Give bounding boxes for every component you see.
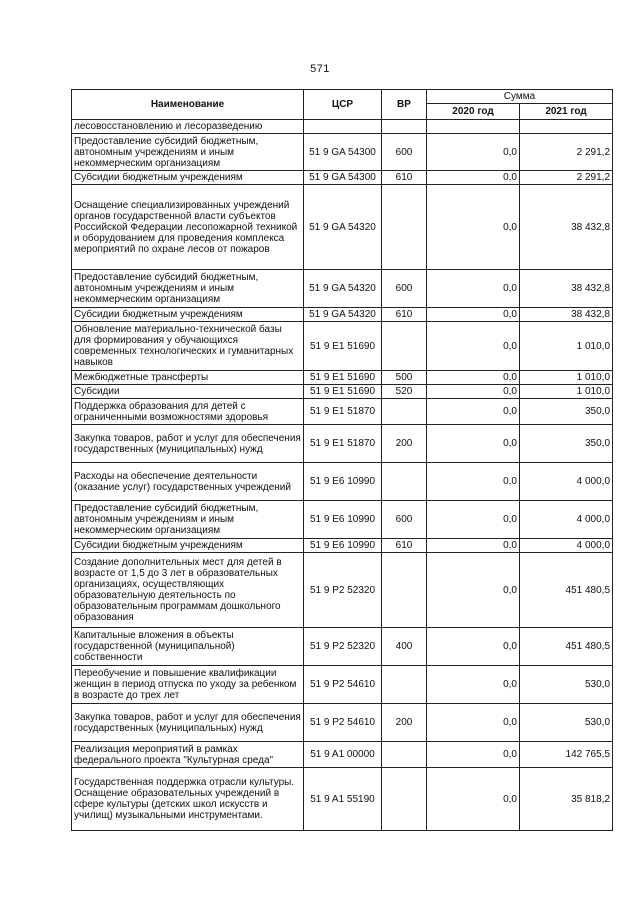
header-name: Наименование xyxy=(72,90,304,120)
row-2020-amount: 0,0 xyxy=(427,704,520,742)
row-csr: 51 9 E6 10990 xyxy=(304,463,382,501)
row-2021-amount: 142 765,5 xyxy=(520,742,613,768)
row-2020-amount: 0,0 xyxy=(427,539,520,553)
row-vr xyxy=(382,553,427,628)
table-row xyxy=(72,425,613,463)
table-row xyxy=(72,742,613,768)
row-2021-amount: 350,0 xyxy=(520,425,613,463)
row-2021-amount: 35 818,2 xyxy=(520,768,613,831)
table-row xyxy=(72,185,613,270)
table-row xyxy=(72,270,613,308)
page-number: 571 xyxy=(310,63,330,75)
row-name: Капитальные вложения в объекты государственной (муниципальной) собственности xyxy=(72,628,304,666)
table-row xyxy=(72,768,613,831)
row-vr: 610 xyxy=(382,171,427,185)
row-name: Межбюджетные трансферты xyxy=(72,371,304,385)
row-name: Субсидии бюджетным учреждениям xyxy=(72,308,304,322)
row-csr: 51 9 P2 52320 xyxy=(304,553,382,628)
row-2020-amount: 0,0 xyxy=(427,553,520,628)
table-row xyxy=(72,385,613,399)
row-csr: 51 9 E1 51690 xyxy=(304,385,382,399)
row-2021-amount: 1 010,0 xyxy=(520,385,613,399)
row-vr xyxy=(382,322,427,371)
header-vr: ВР xyxy=(382,90,427,120)
row-2020-amount xyxy=(427,120,520,134)
table-row xyxy=(72,399,613,425)
row-name: Субсидии xyxy=(72,385,304,399)
table-row xyxy=(72,371,613,385)
table-row xyxy=(72,171,613,185)
row-csr: 51 9 A1 55190 xyxy=(304,768,382,831)
row-2021-amount xyxy=(520,120,613,134)
row-name: Переобучение и повышение квалификации женщин в период отпуска по уходу за ребенком в возрасте до трех лет xyxy=(72,666,304,704)
table-row xyxy=(72,134,613,171)
row-name: Закупка товаров, работ и услуг для обеспечения государственных (муниципальных) нужд xyxy=(72,704,304,742)
row-2020-amount: 0,0 xyxy=(427,768,520,831)
row-vr: 610 xyxy=(382,539,427,553)
row-csr: 51 9 GA 54320 xyxy=(304,185,382,270)
row-name: Оснащение специализированных учреждений органов государственной власти субъектов Российской Федерации лесопожарной техникой и оборудованием для проведения комплекса мероприятий по охране лесов от пожаров xyxy=(72,185,304,270)
row-2021-amount: 350,0 xyxy=(520,399,613,425)
row-name: Поддержка образования для детей с ограниченными возможностями здоровья xyxy=(72,399,304,425)
row-name: Субсидии бюджетным учреждениям xyxy=(72,171,304,185)
header-csr: ЦСР xyxy=(304,90,382,120)
row-2020-amount: 0,0 xyxy=(427,185,520,270)
row-name: Обновление материально-технической базы для формирования у обучающихся современных технологических и гуманитарных навыков xyxy=(72,322,304,371)
row-2020-amount: 0,0 xyxy=(427,501,520,539)
row-2020-amount: 0,0 xyxy=(427,742,520,768)
row-2020-amount: 0,0 xyxy=(427,171,520,185)
row-csr: 51 9 GA 54320 xyxy=(304,270,382,308)
row-2021-amount: 2 291,2 xyxy=(520,171,613,185)
row-csr: 51 9 GA 54300 xyxy=(304,134,382,171)
row-2020-amount: 0,0 xyxy=(427,463,520,501)
row-name: Расходы на обеспечение деятельности (оказание услуг) государственных учреждений xyxy=(72,463,304,501)
table-row xyxy=(72,539,613,553)
header-sum: Сумма xyxy=(427,90,613,104)
row-2020-amount: 0,0 xyxy=(427,666,520,704)
row-vr xyxy=(382,399,427,425)
row-2021-amount: 530,0 xyxy=(520,666,613,704)
row-2021-amount: 4 000,0 xyxy=(520,501,613,539)
row-csr: 51 9 E1 51870 xyxy=(304,399,382,425)
row-csr: 51 9 GA 54300 xyxy=(304,171,382,185)
row-vr: 200 xyxy=(382,704,427,742)
row-2020-amount: 0,0 xyxy=(427,628,520,666)
row-csr: 51 9 E6 10990 xyxy=(304,501,382,539)
row-vr: 200 xyxy=(382,425,427,463)
row-csr: 51 9 GA 54320 xyxy=(304,308,382,322)
row-2021-amount: 1 010,0 xyxy=(520,371,613,385)
row-csr: 51 9 P2 54610 xyxy=(304,666,382,704)
header-year-2021: 2021 год xyxy=(520,104,613,120)
row-vr: 610 xyxy=(382,308,427,322)
row-name: Предоставление субсидий бюджетным, автономным учреждениям и иным некоммерческим организациям xyxy=(72,501,304,539)
row-csr: 51 9 P2 52320 xyxy=(304,628,382,666)
row-2020-amount: 0,0 xyxy=(427,308,520,322)
row-csr: 51 9 E1 51690 xyxy=(304,371,382,385)
row-name: Реализация мероприятий в рамках федерального проекта "Культурная среда" xyxy=(72,742,304,768)
row-2021-amount: 4 000,0 xyxy=(520,463,613,501)
row-2021-amount: 451 480,5 xyxy=(520,553,613,628)
row-2020-amount: 0,0 xyxy=(427,322,520,371)
table-row xyxy=(72,322,613,371)
row-2021-amount: 1 010,0 xyxy=(520,322,613,371)
row-2021-amount: 38 432,8 xyxy=(520,270,613,308)
row-vr: 600 xyxy=(382,134,427,171)
table-row xyxy=(72,308,613,322)
row-csr: 51 9 P2 54610 xyxy=(304,704,382,742)
row-name: Закупка товаров, работ и услуг для обеспечения государственных (муниципальных) нужд xyxy=(72,425,304,463)
row-2020-amount: 0,0 xyxy=(427,385,520,399)
row-2020-amount: 0,0 xyxy=(427,371,520,385)
row-2020-amount: 0,0 xyxy=(427,399,520,425)
row-2021-amount: 530,0 xyxy=(520,704,613,742)
row-vr: 600 xyxy=(382,270,427,308)
row-2021-amount: 38 432,8 xyxy=(520,185,613,270)
row-vr xyxy=(382,666,427,704)
row-2021-amount: 38 432,8 xyxy=(520,308,613,322)
table-row xyxy=(72,553,613,628)
row-name: Предоставление субсидий бюджетным, автономным учреждениям и иным некоммерческим организациям xyxy=(72,270,304,308)
table-row xyxy=(72,501,613,539)
row-vr xyxy=(382,185,427,270)
row-name: Государственная поддержка отрасли культуры. Оснащение образовательных учреждений в сфере культуры (детских школ искусств и училищ) музыкальными инструментами. xyxy=(72,768,304,831)
row-csr: 51 9 E1 51690 xyxy=(304,322,382,371)
row-vr xyxy=(382,120,427,134)
row-name: Создание дополнительных мест для детей в возрасте от 1,5 до 3 лет в образовательных организациях, осуществляющих образовательную деятельность по образовательным программам дошкольного образования xyxy=(72,553,304,628)
header-year-2020: 2020 год xyxy=(427,104,520,120)
row-2021-amount: 4 000,0 xyxy=(520,539,613,553)
row-csr xyxy=(304,120,382,134)
table-row xyxy=(72,704,613,742)
row-vr xyxy=(382,742,427,768)
row-2020-amount: 0,0 xyxy=(427,134,520,171)
row-vr xyxy=(382,463,427,501)
row-2020-amount: 0,0 xyxy=(427,270,520,308)
row-name: Субсидии бюджетным учреждениям xyxy=(72,539,304,553)
table-row xyxy=(72,463,613,501)
row-name: лесовосстановлению и лесоразведению xyxy=(72,120,304,134)
row-vr: 500 xyxy=(382,371,427,385)
row-name: Предоставление субсидий бюджетным, автономным учреждениям и иным некоммерческим организациям xyxy=(72,134,304,171)
table-row xyxy=(72,120,613,134)
table-row xyxy=(72,628,613,666)
budget-table xyxy=(71,89,613,831)
row-2021-amount: 2 291,2 xyxy=(520,134,613,171)
row-csr: 51 9 E1 51870 xyxy=(304,425,382,463)
row-vr: 600 xyxy=(382,501,427,539)
row-2021-amount: 451 480,5 xyxy=(520,628,613,666)
row-vr: 520 xyxy=(382,385,427,399)
table-row xyxy=(72,666,613,704)
row-vr: 400 xyxy=(382,628,427,666)
row-2020-amount: 0,0 xyxy=(427,425,520,463)
row-vr xyxy=(382,768,427,831)
row-csr: 51 9 E6 10990 xyxy=(304,539,382,553)
row-csr: 51 9 A1 00000 xyxy=(304,742,382,768)
